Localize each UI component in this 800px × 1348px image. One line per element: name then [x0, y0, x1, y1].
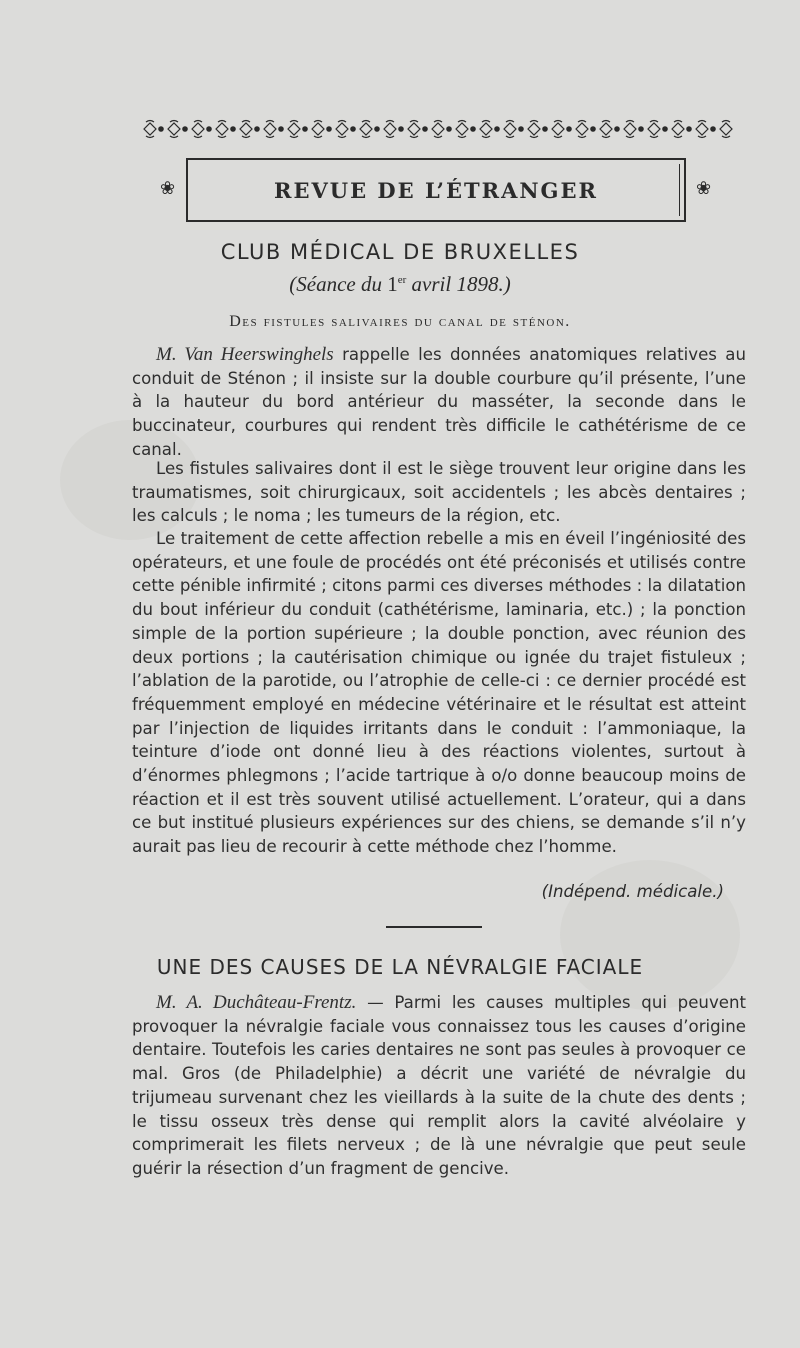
- ornament-dot: [615, 127, 619, 131]
- ornament-diamond: [648, 123, 660, 135]
- session-date: (Séance du 1er avril 1898.): [289, 272, 511, 296]
- ornament-diamond: [384, 123, 396, 135]
- ornament-diamond: [720, 123, 732, 135]
- ornament-diamond: [552, 123, 564, 135]
- paragraph: M. Van Heerswinghels rappelle les données anatomiques relatives au conduit de Sténon ; il insiste sur la double courbure qu’il présente, l’une à la hauteur du bord antérieur du masséter, la seconde dans le buccinateur, courbures qui rendent très difficile le cathétérisme de ce canal.: [132, 344, 746, 459]
- ornament-diamond: [504, 123, 516, 135]
- source-citation: (Indépend. médicale.): [541, 882, 724, 901]
- paragraph: Les fistules salivaires dont il est le siège trouvent leur origine dans les traumatismes, soit chirurgicaux, soit accidentels ; les abcès dentaires ; les calculs ; le noma ; les tumeurs de la région, etc.: [132, 459, 746, 526]
- ornament-dot: [567, 127, 571, 131]
- ornament-dot: [471, 127, 475, 131]
- section-heading: UNE DES CAUSES DE LA NÉVRALGIE FACIALE: [156, 955, 644, 979]
- ornament-dot: [591, 127, 595, 131]
- ornament-diamond: [456, 123, 468, 135]
- ornament-diamond: [144, 123, 156, 135]
- ornament-dot: [399, 127, 403, 131]
- section-divider: [386, 926, 482, 928]
- author-name: M. Van Heerswinghels: [156, 344, 334, 365]
- ornament-diamond: [696, 123, 708, 135]
- ornament-diamond: [480, 123, 492, 135]
- ornament-diamond: [432, 123, 444, 135]
- ornament-dot: [231, 127, 235, 131]
- ornament-dot: [255, 127, 259, 131]
- section-heading: CLUB MÉDICAL DE BRUXELLES: [220, 240, 580, 264]
- ornament-diamond: [192, 123, 204, 135]
- ornament-dot: [351, 127, 355, 131]
- ornament-diamond: [312, 123, 324, 135]
- ornament-dot: [375, 127, 379, 131]
- ornament-diamond: [408, 123, 420, 135]
- ornament-dot: [159, 127, 163, 131]
- ornament-dot: [279, 127, 283, 131]
- ornament-diamond: [600, 123, 612, 135]
- ornament-dot: [303, 127, 307, 131]
- ornament-dot: [447, 127, 451, 131]
- fleuron-left-icon: ❀: [160, 178, 176, 198]
- ornament-diamond: [624, 123, 636, 135]
- ornament-dot: [183, 127, 187, 131]
- ornament-diamond: [240, 123, 252, 135]
- paragraph: Le traitement de cette affection rebelle a mis en éveil l’ingéniosité des opérateurs, et une foule de procédés ont été préconisés et utilisés contre cette pénible infirmité ; citons parmi ces diverses méthodes : la dilatation du bout inférieur du conduit (cathétérisme, laminaria, etc.) ; la ponction simple de la portion supérieure ; la double ponction, avec réunion des deux portions ; la cautérisation chimique ou ignée du trajet fistuleux ; l’ablation de la parotide, ou l’atrophie de celle-ci : ce dernier procédé est fréquemment employé en médecine vétérinaire et le résultat est atteint par l’injection de liquides irritants dans le conduit : l’ammoniaque, la teinture d’iode ont donné lieu à des réactions violentes, surtout à d’énormes phlegmons ; l’acide tartrique à o/o donne beaucoup moins de réaction et il est très souvent utilisé actuellement. L’orateur, qui a dans ce but institué plusieurs expériences sur des chiens, se demande s’il n’y aurait pas lieu de recourir à cette méthode chez l’homme.: [132, 529, 746, 857]
- ornament-dot: [687, 127, 691, 131]
- ornament-diamond: [168, 123, 180, 135]
- ornament-diamond: [672, 123, 684, 135]
- banner-title: REVUE DE L’ÉTRANGER: [274, 178, 598, 203]
- ornament-diamond: [360, 123, 372, 135]
- ornament-diamond: [528, 123, 540, 135]
- ornament-dot: [519, 127, 523, 131]
- ornament-dot: [543, 127, 547, 131]
- ornament-diamond: [576, 123, 588, 135]
- section-banner: [186, 158, 686, 222]
- ornament-dot: [711, 127, 715, 131]
- ornament-dot: [207, 127, 211, 131]
- ornament-dot: [495, 127, 499, 131]
- ornament-dot: [639, 127, 643, 131]
- author-name: M. A. Duchâteau-Frentz.: [156, 992, 357, 1013]
- ornament-dot: [327, 127, 331, 131]
- ornament-diamond: [288, 123, 300, 135]
- ornament-diamond: [264, 123, 276, 135]
- article-subtitle: Des fistules salivaires du canal de sténon.: [229, 313, 571, 330]
- decorative-ornament-border: [138, 118, 734, 140]
- ornament-dot: [423, 127, 427, 131]
- ornament-dot: [663, 127, 667, 131]
- ornament-diamond: [216, 123, 228, 135]
- fleuron-right-icon: ❀: [696, 178, 712, 198]
- ornament-diamond: [336, 123, 348, 135]
- paragraph: M. A. Duchâteau-Frentz. — Parmi les causes multiples qui peuvent provoquer la névralgie faciale vous connaissez tous les causes d’origine dentaire. Toutefois les caries dentaires ne sont pas seules à provoquer ce mal. Gros (de Philadelphie) a décrit une variété de névralgie du trijumeau survenant chez les vieillards à la suite de la chute des dents ; le tissu osseux très dense qui remplit alors la cavité alvéolaire y comprimerait les filets nerveux ; de là une névralgie que peut seule guérir la résection d’un fragment de gencive.: [132, 992, 746, 1178]
